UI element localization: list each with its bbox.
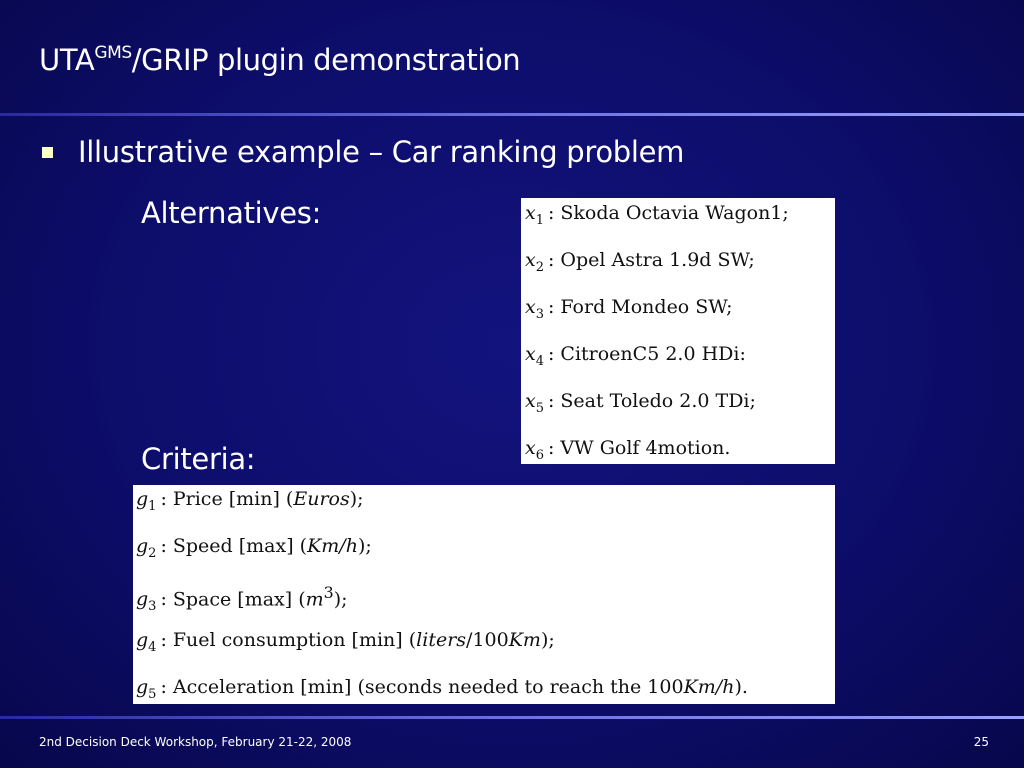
criterion-unit-secondary: Km [508,629,541,651]
criterion-var: $g_3$ [136,588,157,615]
criterion-var: $g_2$ [136,535,157,561]
alternative-name: Skoda Octavia Wagon1; [560,202,789,224]
slide-title [39,36,520,89]
page-number: 25 [973,735,989,749]
alternative-row: $x_6$ : VW Golf 4motion. [525,437,731,463]
criterion-text: Acceleration [min] (seconds needed to reach the 100 [172,676,684,698]
alternative-var: $x_3$ [525,296,544,322]
footer-text: 2nd Decision Deck Workshop, February 21-22, 2008 [39,735,352,749]
alternative-row: $x_5$ : Seat Toledo 2.0 TDi; [525,390,756,416]
alternative-name: VW Golf 4motion. [560,437,731,459]
alternative-row: $x_4$ : CitroenC5 2.0 HDi: [525,343,746,369]
alternatives-heading: Alternatives: [141,196,322,230]
criterion-row: $g_3$ : Space [max] $(m^3)$; [136,583,348,615]
square-bullet-icon [42,147,53,158]
alternative-var: $x_6$ [525,437,544,463]
alternative-row: $x_1$ : Skoda Octavia Wagon1; [525,202,789,228]
alternative-row: $x_3$ : Ford Mondeo SW; [525,296,733,322]
criterion-text: Speed [max] ( [172,535,308,557]
alternatives-list [521,198,835,464]
alternative-name: Ford Mondeo SW; [560,296,733,318]
criterion-unit: Km/h [307,535,358,557]
criterion-unit-power: 3 [323,583,334,602]
criterion-row: $g_5$ : Acceleration [min] (seconds needed to reach the 100Km/h). [136,676,748,702]
title-rest: /GRIP plugin demonstration [131,43,521,77]
bullet-text: Illustrative example – Car ranking problem [78,135,685,169]
criteria-heading: Criteria: [141,442,256,476]
alternative-name: CitroenC5 2.0 HDi: [560,343,746,365]
criterion-unit: m [305,588,324,611]
criterion-var: $g_4$ [136,629,157,655]
criterion-text: Fuel consumption [min] ( [172,629,417,651]
alternative-name: Seat Toledo 2.0 TDi; [560,390,756,412]
criterion-row: $g_1$ : Price [min] (Euros); [136,488,364,514]
alternative-var: $x_4$ [525,343,544,369]
title-main: UTA [39,43,95,77]
alternative-var: $x_1$ [525,202,544,228]
criterion-var: $g_1$ [136,488,157,514]
criterion-text: Price [min] ( [172,488,294,510]
alternative-var: $x_5$ [525,390,544,416]
title-divider [0,113,1024,116]
alternative-row: $x_2$ : Opel Astra 1.9d SW; [525,249,755,275]
alternative-var: $x_2$ [525,249,544,275]
criterion-row: $g_4$ : Fuel consumption [min] (liters/100Km); [136,629,555,655]
title-superscript: GMS [94,43,132,63]
alternative-name: Opel Astra 1.9d SW; [560,249,755,271]
criteria-list [133,485,835,704]
criterion-row: $g_2$ : Speed [max] (Km/h); [136,535,372,561]
footer-divider [0,716,1024,719]
criterion-text: Space [max] ( [172,588,306,611]
criterion-unit: Euros [293,488,350,510]
criterion-unit: liters [416,629,467,651]
criterion-unit: Km/h [683,676,735,698]
criterion-var: $g_5$ [136,676,157,702]
